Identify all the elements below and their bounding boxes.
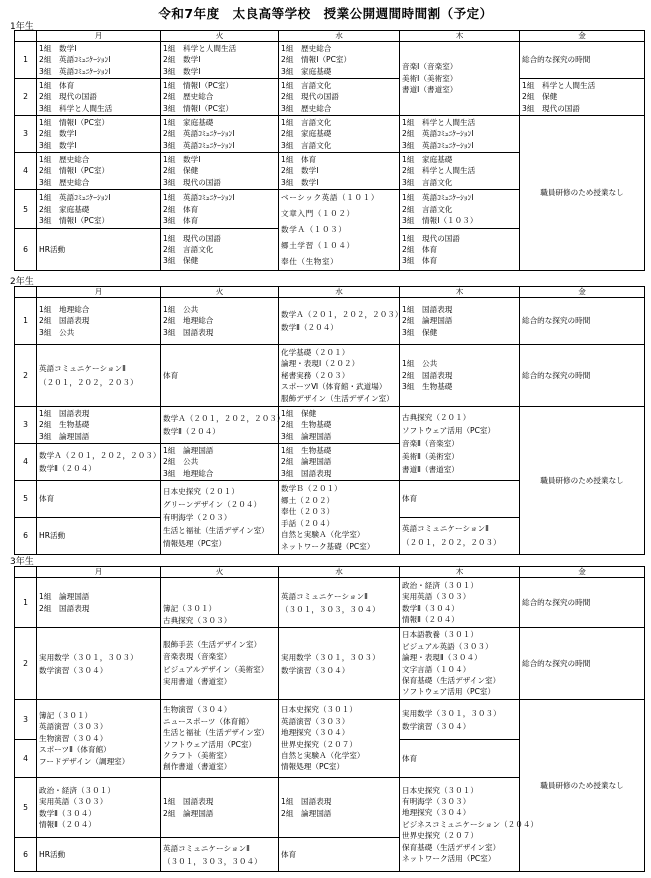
cell-mon: 1組 体育 2組 現代の国語 3組 科学と人間生活 <box>37 79 161 116</box>
period-number: 1 <box>15 298 37 345</box>
day-header: 金 <box>520 31 645 42</box>
period-row <box>15 628 645 700</box>
day-header: 火 <box>161 567 279 578</box>
day-header: 水 <box>279 31 400 42</box>
period-row <box>15 79 645 116</box>
period-row <box>15 345 645 407</box>
period-number: 4 <box>15 444 37 481</box>
cell-tue: 1組 国語表現 2組 論理国語 <box>161 778 279 838</box>
cell-tue: 日本史探究（２０１） グリーンデザイン（２０４） 有明海学（２０３） 生活と福祉（生活デザイン室） 情報処理（PC室） <box>161 481 279 555</box>
period-row <box>15 116 645 153</box>
period-number: 6 <box>15 518 37 555</box>
cell-thu: 1組 英語ｺﾐｭﾆｹｰｼｮﾝⅠ 2組 言語文化 3組 情報Ⅰ（１０３） <box>400 190 520 229</box>
cell-thu: 日本語教養（３０１） ビジュアル英語（３０３） 論理・表現Ⅱ（３０４） 文字言語（１０４） 保育基礎（生活デザイン室） ソフトウェア活用（PC室） <box>400 628 520 700</box>
period-number: 2 <box>15 79 37 116</box>
cell-tue: 1組 現代の国語 2組 言語文化 3組 保健 <box>161 229 279 271</box>
cell-mon: 1組 地理総合 2組 国語表現 3組 公共 <box>37 298 161 345</box>
timetable-grade-3 <box>14 566 645 872</box>
cell-wed: 実用数学（３０１，３０３） 数学演習（３０４） <box>279 628 400 700</box>
timetable-grade-1 <box>14 30 645 271</box>
cell-wed: 日本史探究（３０１） 英語演習（３０３） 地理探究（３０４） 世界史探究（２０７） 自然と実験Ａ（化学室） 情報処理（PC室） <box>279 700 400 778</box>
header-row <box>15 287 645 298</box>
cell-fri: 1組 科学と人間生活 2組 保健 3組 現代の国語 <box>520 79 645 116</box>
period-row <box>15 298 645 345</box>
grade-2-label: 2年生 <box>10 277 34 287</box>
period-number: 3 <box>15 116 37 153</box>
cell-wed: 数学Ａ（２０１，２０２，２０３） 数学Ⅱ（２０４） <box>279 298 400 345</box>
cell-fri: 総合的な探究の時間 <box>520 42 645 79</box>
cell-thu: 1組 科学と人間生活 2組 英語ｺﾐｭﾆｹｰｼｮﾝⅠ 3組 英語ｺﾐｭﾆｹｰｼｮﾝⅠ <box>400 116 520 153</box>
day-header: 木 <box>400 287 520 298</box>
period-number: 1 <box>15 42 37 79</box>
cell-tue: 1組 科学と人間生活 2組 数学Ⅰ 3組 数学Ⅰ <box>161 42 279 79</box>
page-title: 令和7年度 太良高等学校 授業公開週間時間割（予定） <box>158 6 493 21</box>
cell-wed: 1組 保健 2組 生物基礎 3組 論理国語 <box>279 407 400 444</box>
cell-wed: 化学基礎（２０１） 論理・表現Ⅰ（２０２） 秘書実務（２０３） スポーツⅥ（体育館・武道場） 服飾デザイン（生活デザイン室） <box>279 345 400 407</box>
cell-fri: 職員研修のため授業なし <box>520 116 645 271</box>
cell-mon: 1組 論理国語 2組 国語表現 <box>37 578 161 628</box>
cell-tue: 体育 <box>161 345 279 407</box>
cell-wed: 数学Ｂ（２０１） 郷土（２０２） 奉仕（２０３） 手話（２０４） 自然と実験Ａ（化学室） ネットワーク基礎（PC室） <box>279 481 400 555</box>
cell-wed: 1組 国語表現 2組 論理国語 <box>279 778 400 838</box>
period-number: 3 <box>15 407 37 444</box>
cell-wed: 1組 言語文化 2組 現代の国語 3組 歴史総合 <box>279 79 400 116</box>
period-number: 5 <box>15 190 37 229</box>
cell-fri: 職員研修のため授業なし <box>520 700 645 872</box>
cell-thu: 政治・経済（３０１） 実用英語（３０３） 数学Ⅱ（３０４） 情報Ⅱ（２０４） <box>400 578 520 628</box>
grade-3-label: 3年生 <box>10 557 34 567</box>
cell-fri: 総合的な探究の時間 <box>520 345 645 407</box>
cell-wed: 英語コミュニケーションⅡ （３０１，３０３，３０４） <box>279 578 400 628</box>
cell-mon: 英語コミュニケーションⅡ （２０１，２０２，２０３） <box>37 345 161 407</box>
cell-tue: 1組 公共 2組 地理総合 3組 国語表現 <box>161 298 279 345</box>
cell-mon: HR活動 <box>37 229 161 271</box>
cell-thu: 音楽Ⅰ（音楽室） 美術Ⅰ（美術室） 書道Ⅰ（書道室） <box>400 42 520 116</box>
cell-thu: 1組 現代の国語 2組 体育 3組 体育 <box>400 229 520 271</box>
cell-mon: 1組 情報Ⅰ（PC室） 2組 数学Ⅰ 3組 数学Ⅰ <box>37 116 161 153</box>
cell-tue: 1組 論理国語 2組 公共 3組 地理総合 <box>161 444 279 481</box>
timetable-grade-2 <box>14 286 645 555</box>
day-header: 水 <box>279 287 400 298</box>
cell-tue: 服飾手芸（生活デザイン室） 音楽表現（音楽室） ビジュアルデザイン（美術室） 実用書道（書道室） <box>161 628 279 700</box>
cell-mon: 政治・経済（３０１） 実用英語（３０３） 数学Ⅱ（３０４） 情報Ⅱ（２０４） <box>37 778 161 838</box>
period-number: 2 <box>15 345 37 407</box>
grade-1-label: 1年生 <box>10 22 34 32</box>
cell-mon: 1組 歴史総合 2組 情報Ⅰ（PC室） 3組 歴史総合 <box>37 153 161 190</box>
cell-fri: 総合的な探究の時間 <box>520 628 645 700</box>
cell-tue: 数学Ａ（２０１，２０２，２０３） 数学Ⅱ（２０４） <box>161 407 279 444</box>
cell-tue: 1組 数学Ⅰ 2組 保健 3組 現代の国語 <box>161 153 279 190</box>
period-number: 4 <box>15 153 37 190</box>
cell-thu: 体育 <box>400 740 520 778</box>
cell-tue: 生物演習（３０４） ニュースポーツ（体育館） 生活と福祉（生活デザイン室） ソフトウェア活用（PC室） クラフト（美術室） 創作書道（書道室） <box>161 700 279 778</box>
period-number: 6 <box>15 838 37 872</box>
cell-fri: 総合的な探究の時間 <box>520 298 645 345</box>
cell-wed: 1組 歴史総合 2組 情報Ⅰ（PC室） 3組 家庭基礎 <box>279 42 400 79</box>
cell-tue: 1組 情報Ⅰ（PC室） 2組 歴史総合 3組 情報Ⅰ（PC室） <box>161 79 279 116</box>
cell-mon: HR活動 <box>37 838 161 872</box>
period-number: 6 <box>15 229 37 271</box>
cell-tue: 1組 家庭基礎 2組 英語ｺﾐｭﾆｹｰｼｮﾝⅠ 3組 英語ｺﾐｭﾆｹｰｼｮﾝⅠ <box>161 116 279 153</box>
period-number: 4 <box>15 740 37 778</box>
cell-tue: 1組 英語ｺﾐｭﾆｹｰｼｮﾝⅠ 2組 体育 3組 体育 <box>161 190 279 229</box>
cell-mon: 体育 <box>37 481 161 518</box>
day-header: 月 <box>37 31 161 42</box>
cell-wed: 1組 生物基礎 2組 論理国語 3組 国語表現 <box>279 444 400 481</box>
header-row <box>15 31 645 42</box>
period-number: 3 <box>15 700 37 740</box>
day-header: 水 <box>279 567 400 578</box>
cell-wed: 1組 言語文化 2組 家庭基礎 3組 言語文化 <box>279 116 400 153</box>
cell-wed: 体育 <box>279 838 400 872</box>
period-number: 5 <box>15 481 37 518</box>
period-row <box>15 407 645 444</box>
cell-mon: 実用数学（３０１，３０３） 数学演習（３０４） <box>37 628 161 700</box>
cell-thu: 古典探究（２０１） ソフトウェア活用（PC室） 音楽Ⅱ（音楽室） 美術Ⅱ（美術室） 書道Ⅱ（書道室） <box>400 407 520 481</box>
cell-wed: ベーシック英語（１０１） 文章入門（１０２） 数学Ａ（１０３） 郷土学習（１０４） 奉仕（生物室） <box>279 190 400 271</box>
day-header: 月 <box>37 287 161 298</box>
day-header: 木 <box>400 567 520 578</box>
period-row <box>15 700 645 740</box>
cell-tue: 簿記（３０１） 古典探究（３０３） <box>161 578 279 628</box>
cell-mon: 1組 数学Ⅰ 2組 英語ｺﾐｭﾆｹｰｼｮﾝⅠ 3組 英語ｺﾐｭﾆｹｰｼｮﾝⅠ <box>37 42 161 79</box>
cell-thu: 1組 公共 2組 国語表現 3組 生物基礎 <box>400 345 520 407</box>
cell-mon: 1組 国語表現 2組 生物基礎 3組 論理国語 <box>37 407 161 444</box>
day-header: 木 <box>400 31 520 42</box>
cell-thu: 英語コミュニケーションⅡ （２０１，２０２，２０３） <box>400 518 520 555</box>
cell-wed: 1組 体育 2組 数学Ⅰ 3組 数学Ⅰ <box>279 153 400 190</box>
cell-thu: 1組 家庭基礎 2組 科学と人間生活 3組 言語文化 <box>400 153 520 190</box>
cell-fri: 職員研修のため授業なし <box>520 407 645 555</box>
period-number: 2 <box>15 628 37 700</box>
day-header: 金 <box>520 287 645 298</box>
day-header: 火 <box>161 287 279 298</box>
cell-mon: HR活動 <box>37 518 161 555</box>
header-row <box>15 567 645 578</box>
day-header: 火 <box>161 31 279 42</box>
period-number: 5 <box>15 778 37 838</box>
cell-fri: 総合的な探究の時間 <box>520 578 645 628</box>
cell-mon: 簿記（３０１） 英語演習（３０３） 生物演習（３０４） スポーツⅡ（体育館） フードデザイン（調理室） <box>37 700 161 778</box>
cell-thu: 日本史探究（３０１） 有明海学（３０３） 地理探究（３０４） ビジネスコミュニケーション（２０４） 世界史探究（２０７） 保育基礎（生活デザイン室） ネットワーク活用（PC室） <box>400 778 520 872</box>
cell-thu: 1組 国語表現 2組 論理国語 3組 保健 <box>400 298 520 345</box>
cell-thu: 実用数学（３０１，３０３） 数学演習（３０４） <box>400 700 520 740</box>
period-row <box>15 578 645 628</box>
period-row <box>15 42 645 79</box>
period-number: 1 <box>15 578 37 628</box>
cell-thu: 体育 <box>400 481 520 518</box>
cell-mon: 数学Ａ（２０１，２０２，２０３） 数学Ⅱ（２０４） <box>37 444 161 481</box>
cell-tue: 英語コミュニケーションⅡ （３０１，３０３，３０４） <box>161 838 279 872</box>
day-header: 金 <box>520 567 645 578</box>
cell-mon: 1組 英語ｺﾐｭﾆｹｰｼｮﾝⅠ 2組 家庭基礎 3組 情報Ⅰ（PC室） <box>37 190 161 229</box>
day-header: 月 <box>37 567 161 578</box>
